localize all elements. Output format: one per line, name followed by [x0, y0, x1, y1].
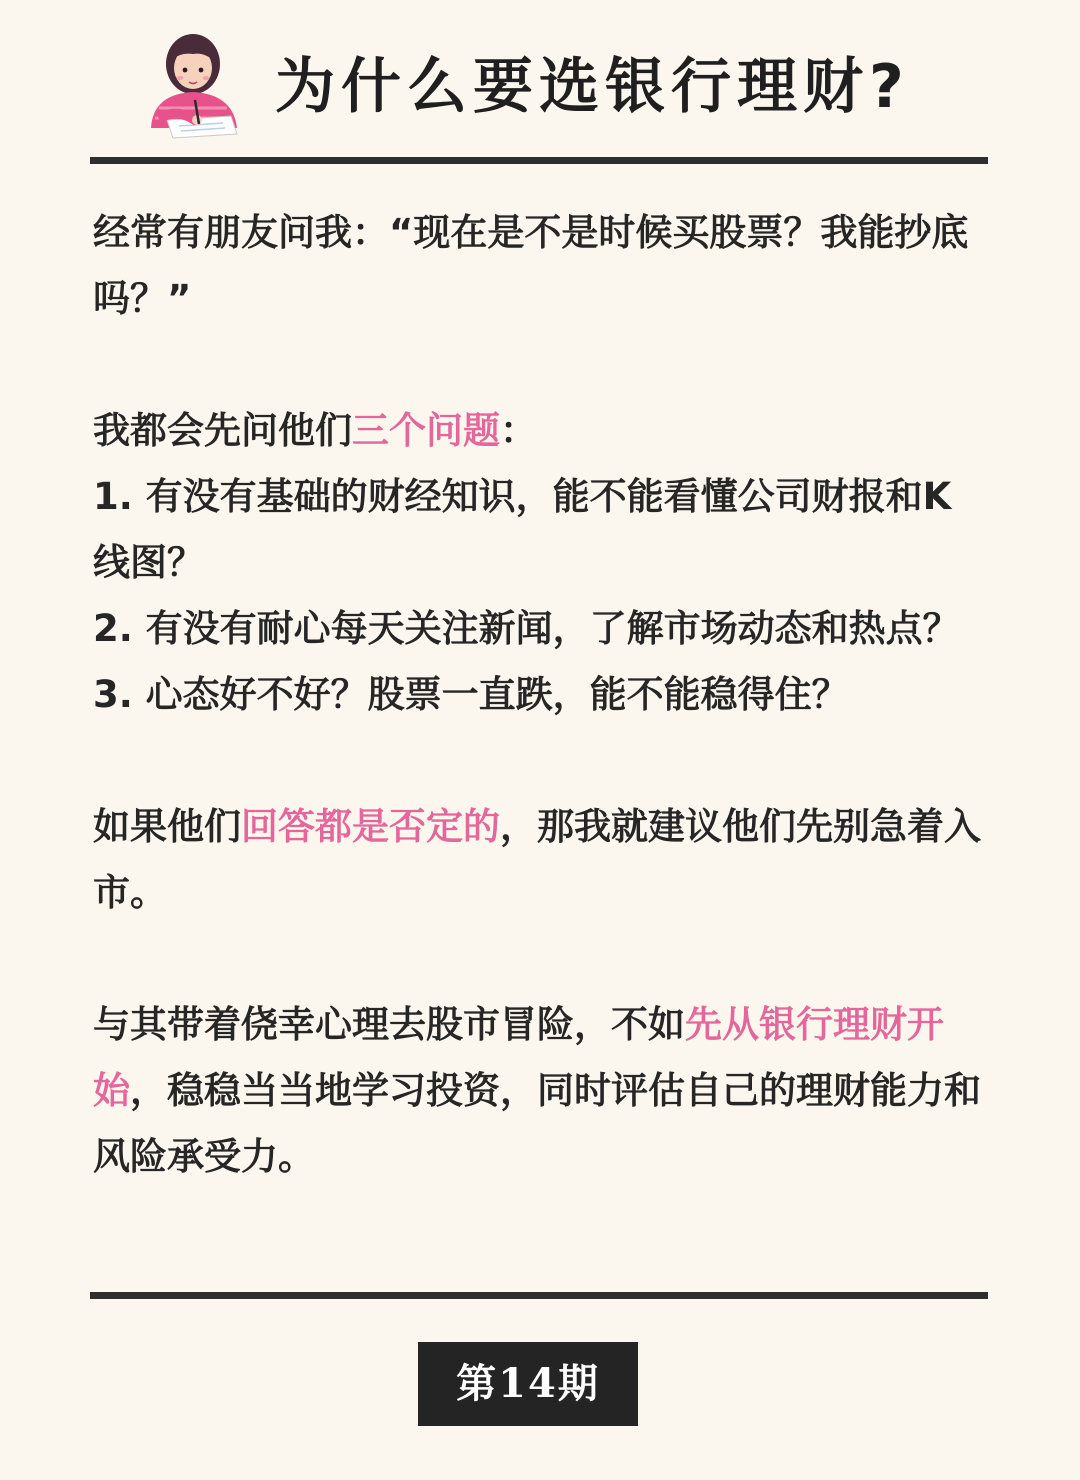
answer-paragraph — [93, 794, 987, 926]
question-item-3: 3. 心态好不好？股票一直跌，能不能稳得住？ — [93, 673, 849, 716]
intro-paragraph: 经常有朋友问我：“现在是不是时候买股票？我能抄底吗？” — [93, 211, 969, 320]
girl-writing-icon — [133, 28, 251, 140]
spacer — [93, 728, 987, 794]
advice-text-before: 与其带着侥幸心理去股市冒险，不如 — [93, 1003, 685, 1046]
questions-highlight: 三个问题 — [352, 409, 500, 452]
header — [0, 0, 1080, 160]
answer-text-after: ，那我就建议他们先别急着入市。 — [93, 805, 981, 914]
question-item-1: 1. 有没有基础的财经知识，能不能看懂公司财报和K线图？ — [93, 475, 952, 584]
article-body — [93, 200, 987, 1190]
answer-highlight: 回答都是否定的 — [241, 805, 500, 848]
answer-text-before: 如果他们 — [93, 805, 241, 848]
advice-text-after: ，稳稳当当地学习投资，同时评估自己的理财能力和风险承受力。 — [93, 1069, 981, 1178]
advice-highlight: 先从银行理财开始 — [93, 1003, 944, 1112]
issue-badge: 第14期 — [418, 1342, 638, 1426]
questions-lead-colon: ： — [500, 409, 537, 452]
questions-lead-text: 我都会先问他们 — [93, 409, 352, 452]
question-item-2: 2. 有没有耐心每天关注新闻，了解市场动态和热点？ — [93, 607, 960, 650]
top-divider — [90, 157, 988, 164]
spacer — [93, 926, 987, 992]
advice-paragraph — [93, 992, 987, 1190]
spacer — [93, 332, 987, 398]
page-title: 为什么要选银行理财? — [275, 52, 910, 122]
questions-lead — [93, 398, 987, 464]
bottom-divider — [90, 1292, 988, 1299]
